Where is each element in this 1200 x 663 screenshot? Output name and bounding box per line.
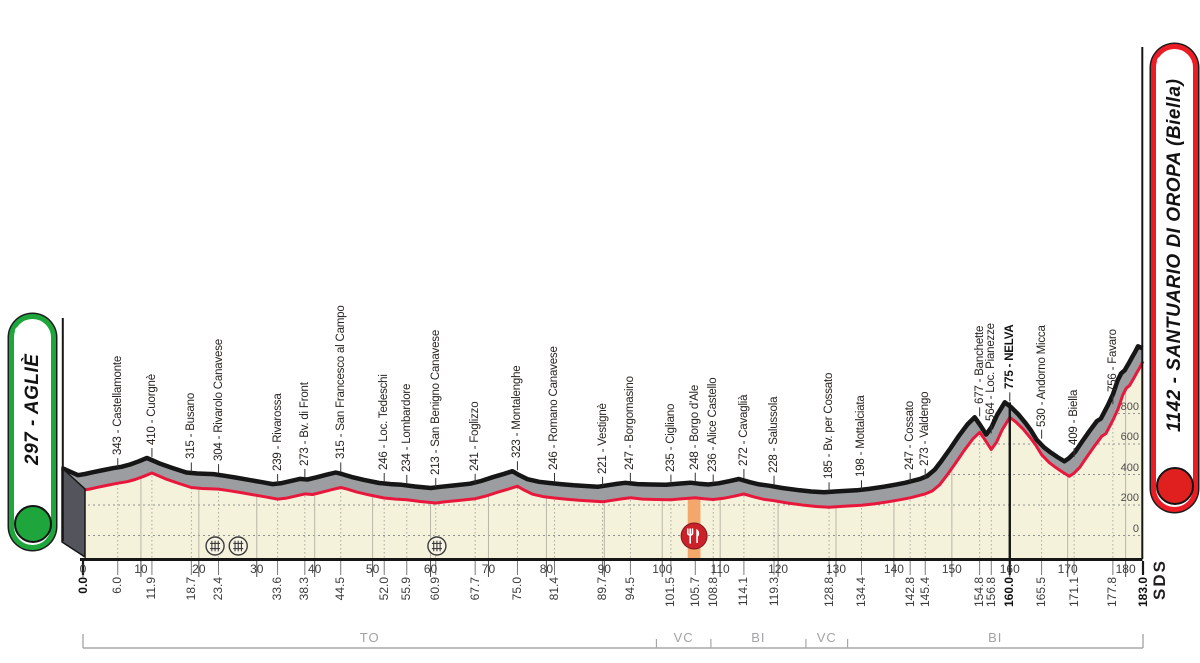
waypoint-label: 228 - Salussola [768,396,781,473]
waypoint-label: 409 - Biella [1068,389,1081,446]
waypoint-label: 273 - Valdengo [919,391,932,466]
waypoint-label: 564 - Loc. Pianezze [985,323,998,422]
km-label: 38.3 [297,577,312,601]
waypoint-label: 273 - Bv. di Front [298,382,311,466]
waypoint-label: 239 - Rivarossa [271,393,284,472]
finish-label: 1142 - SANTUARIO DI OROPA (Biella) [1163,78,1185,432]
km-label: 52.0 [376,577,391,601]
km-label: 160.0 [1002,577,1017,608]
profile-area [83,361,1143,560]
km-label: 94.5 [622,577,637,601]
waypoint-label: 323 - Montalenghe [511,365,524,459]
km-label: 108.8 [705,577,720,608]
elevation-scale-label: 0 [1132,522,1139,535]
waypoint-label: 272 - Cavaglià [737,394,750,467]
km-label: 154.8 [972,577,987,608]
km-major-tick-label: 0 [79,562,87,576]
km-major-tick-label: 50 [365,562,380,576]
finish-bike-icon [1156,467,1194,505]
elevation-scale-label: 400 [1120,461,1139,474]
waypoint-label: 213 - San Benigno Canavese [429,329,442,476]
railway-crossing-icon [229,537,247,555]
km-major-tick-label: 160 [999,562,1020,576]
region-label: BI [988,630,1003,645]
waypoint-label: 241 - Foglizzo [469,401,482,471]
waypoint-label: 236 - Alice Castello [707,377,720,472]
km-major-tick-label: 10 [134,562,148,576]
km-label: 145.4 [917,577,932,608]
waypoint-label: 315 - Busano [185,393,198,460]
waypoint-label: 530 - Andorno Micca [1035,324,1048,427]
waypoint-label: 246 - Loc. Tedeschi [378,374,391,470]
km-major-tick-label: 30 [250,562,264,576]
bicycle-icon [14,319,40,336]
km-label: 142.8 [902,577,917,608]
region-label: VC [816,630,837,645]
km-major-tick-label: 80 [539,562,554,576]
km-label: 18.7 [183,577,198,601]
km-major-tick-label: 90 [597,562,611,576]
waypoint-label: 248 - Borgo d'Ale [689,384,702,470]
km-label: 114.1 [736,577,751,607]
start-bike-icon [14,505,52,543]
waypoint-label: 247 - Cossato [904,400,917,470]
km-label: 44.5 [333,577,348,601]
km-label: 33.6 [270,577,285,601]
region-label: TO [359,630,380,645]
waypoint-label: 677 - Banchette [973,326,986,405]
km-major-tick-label: 100 [652,562,673,576]
km-major-tick-label: 180 [1115,562,1136,576]
km-label: 156.8 [983,577,998,608]
km-major-tick-label: 40 [308,562,322,576]
km-label: 165.5 [1034,577,1049,608]
elevation-scale-label: 200 [1120,492,1139,504]
waypoint-label: 235 - Cigliano [664,403,677,472]
waypoint-label: 756 - Favaro [1106,329,1119,393]
km-label: 101.5 [663,577,678,608]
waypoint-label: 221 - Vestignè [596,403,609,474]
railway-crossing-icon [428,537,446,555]
bicycle-icon [1156,49,1182,66]
elevation-scale-label: 600 [1120,431,1139,443]
finish-banner [1151,44,1198,512]
waypoint-label: 185 - Bv. per Cossato [823,373,836,480]
km-label: 55.9 [399,577,414,601]
km-label: 23.4 [211,577,226,601]
km-label: 67.7 [467,577,482,601]
km-major-tick-label: 150 [941,562,962,576]
waypoint-label: 775 - NELVA [1003,324,1016,390]
start-banner [9,314,56,550]
waypoint-label: 315 - San Francesco al Campo [334,305,347,460]
feed-zone-icon [681,523,707,549]
waypoint-label: 246 - Romano Canavese [548,346,561,470]
km-major-tick-label: 70 [481,562,496,576]
km-major-tick-label: 130 [825,562,847,576]
km-label: 128.8 [821,577,836,608]
km-label: 177.8 [1105,577,1120,608]
km-label: 183.0 [1135,577,1150,608]
waypoint-label: 410 - Cuorgnè [145,374,158,445]
km-label: 11.9 [144,577,159,600]
km-major-tick-label: 120 [768,562,789,576]
km-label: 119.3 [766,577,781,607]
waypoint-label: 247 - Borgomasino [624,376,637,470]
sds-logo: SDS [1150,559,1169,600]
km-label: 6.0 [110,577,125,594]
start-label: 297 - AGLIÈ [21,353,43,465]
km-label: 81.4 [546,577,561,601]
km-label: 171.1 [1066,577,1081,608]
km-label: 134.4 [853,577,868,608]
km-major-tick-label: 60 [423,562,438,576]
km-label: 105.7 [687,577,702,608]
km-label: 60.9 [428,577,443,601]
region-label: VC [673,630,694,645]
km-label: 0.0 [75,577,90,594]
km-major-tick-label: 170 [1057,562,1078,576]
waypoint-label: 234 - Lombardore [400,383,413,472]
km-major-tick-label: 20 [192,562,206,576]
elevation-scale-label: 800 [1120,400,1139,413]
waypoint-label: 198 - Mottalciata [855,395,868,478]
km-label: 75.0 [509,577,524,601]
waypoint-label: 343 - Castellamonte [111,356,124,456]
km-major-tick-label: 110 [710,562,730,576]
km-major-tick-label: 140 [883,562,904,576]
railway-crossing-icon [206,537,224,555]
waypoint-label: 304 - Rivarolo Canavese [212,339,225,462]
region-label: BI [751,630,766,645]
km-label: 89.7 [595,577,610,601]
